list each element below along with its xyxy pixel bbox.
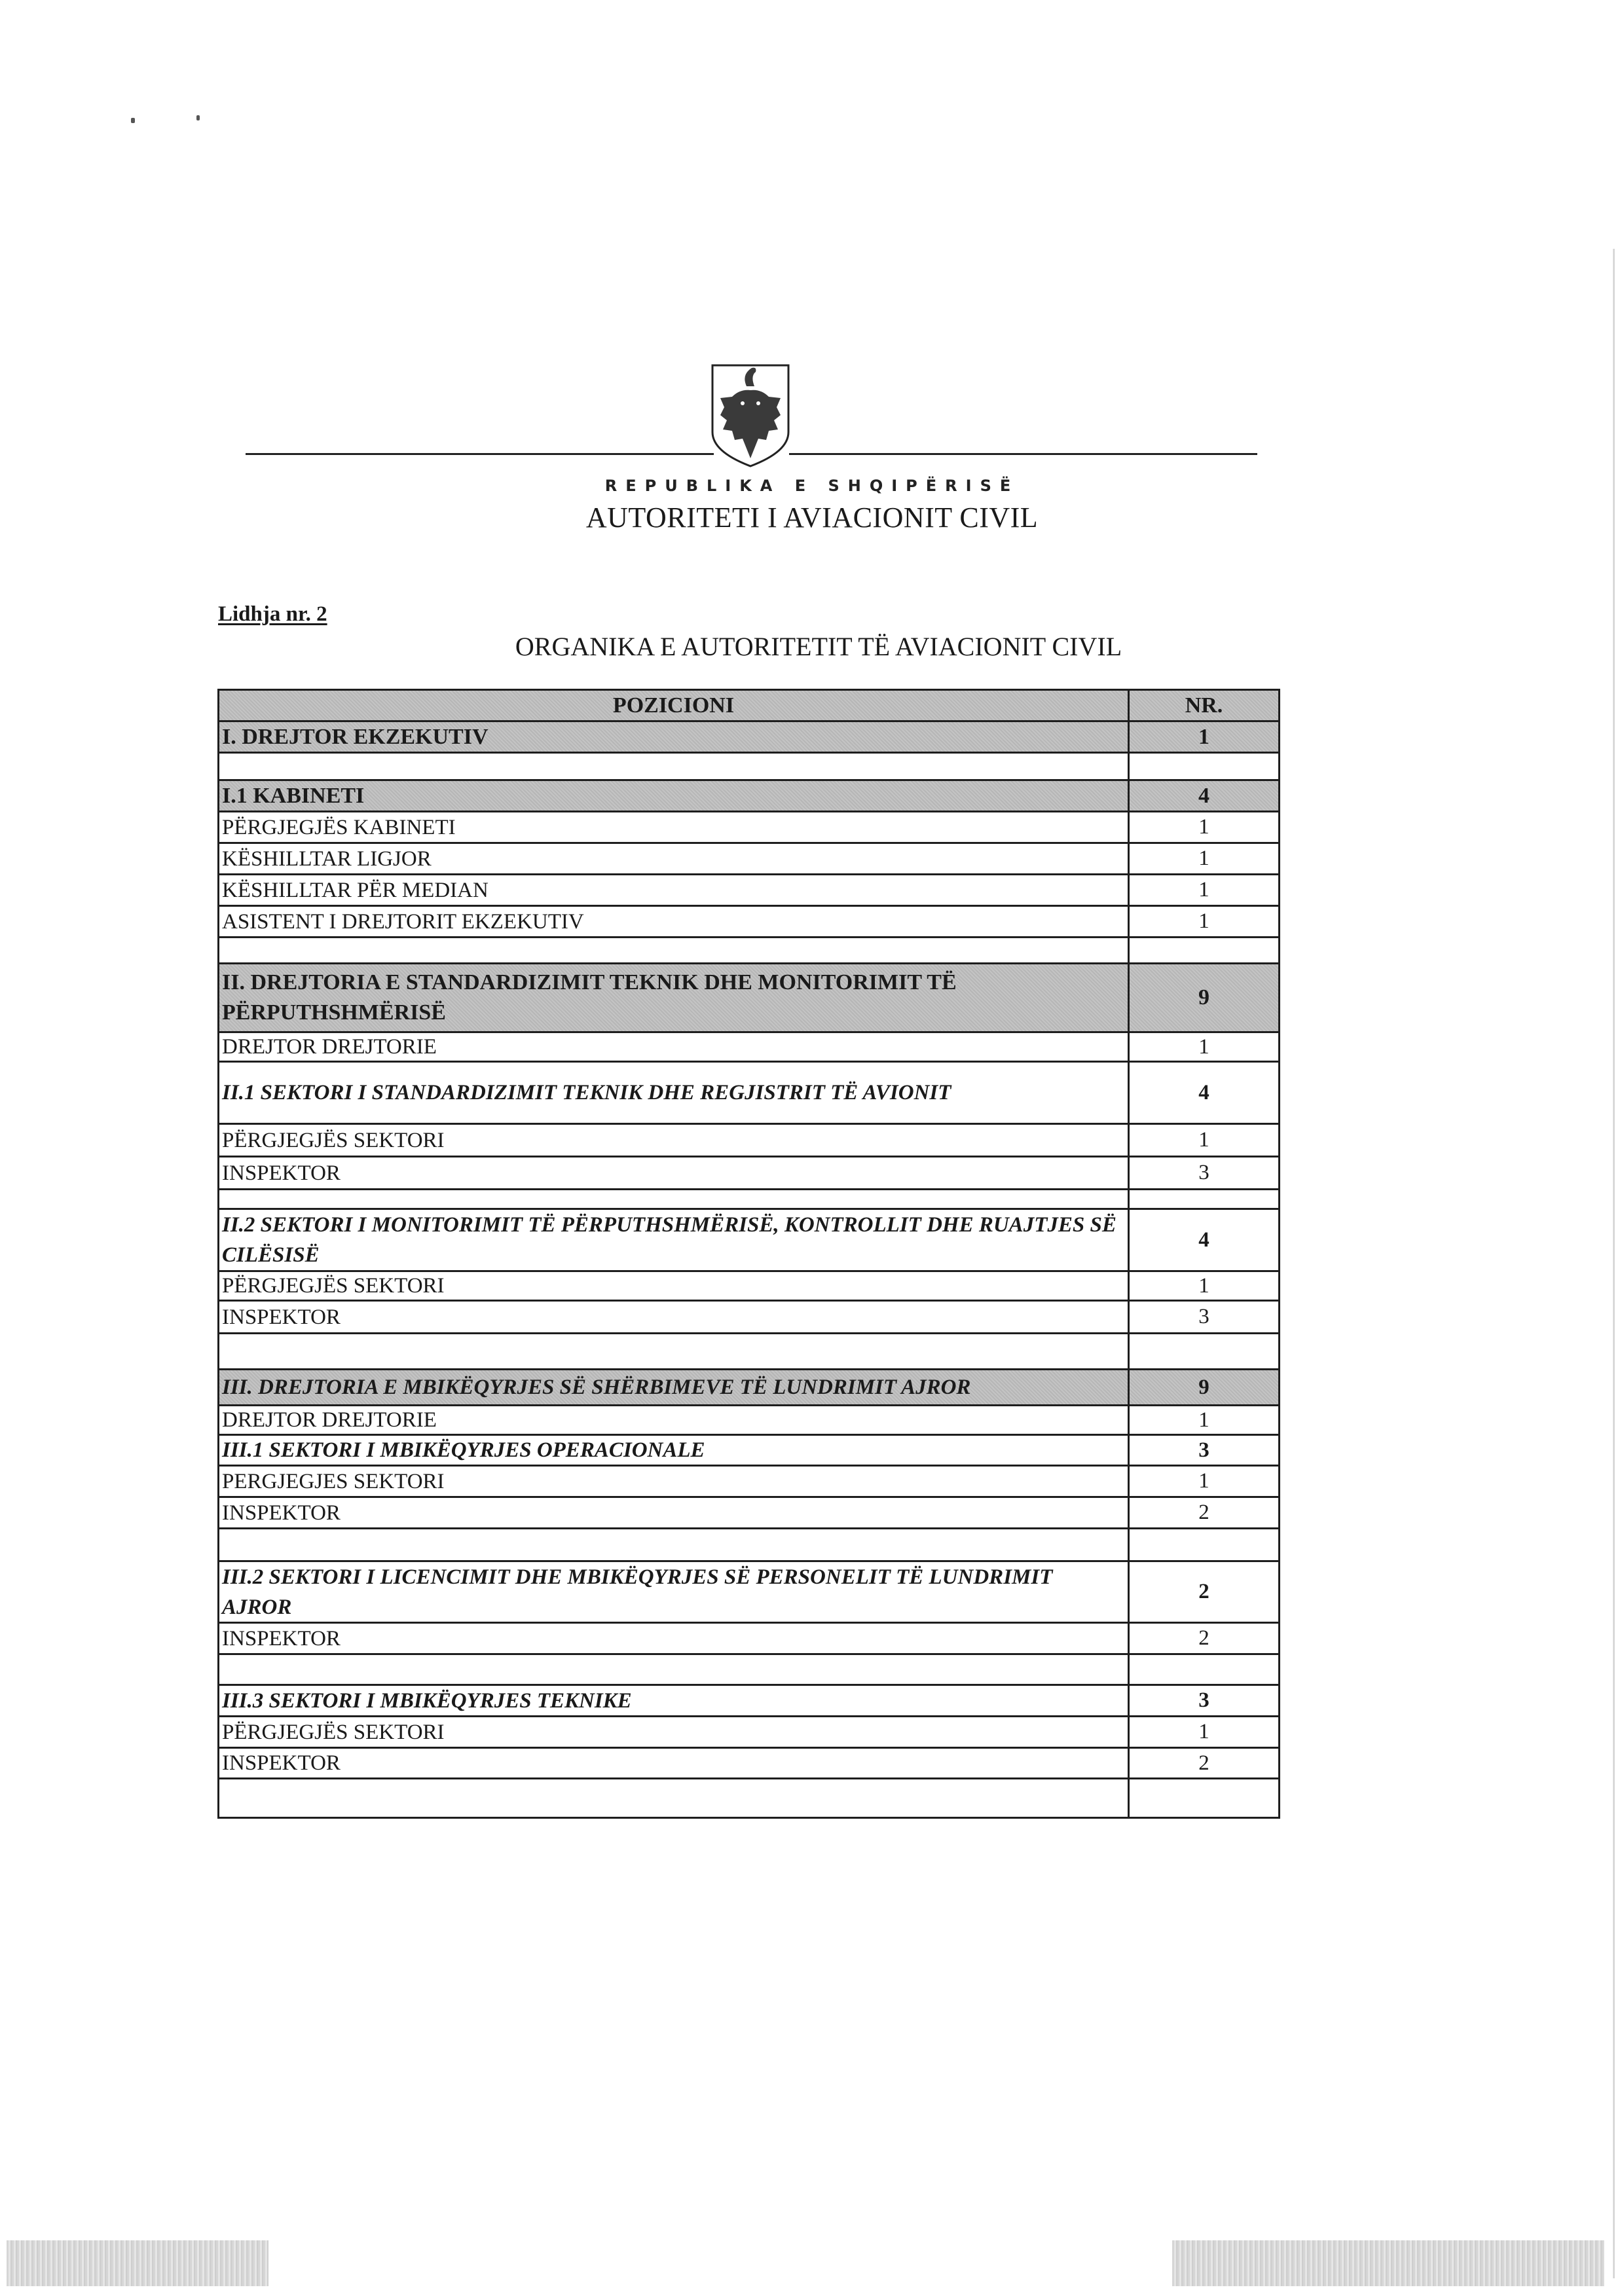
count-cell [1130, 1655, 1278, 1684]
position-cell: PERGJEGJES SEKTORI [219, 1467, 1130, 1496]
count-cell [1130, 1529, 1278, 1560]
scan-speck [131, 118, 135, 123]
count-cell: 1 [1198, 1469, 1209, 1493]
count-cell: 1 [1198, 1128, 1209, 1152]
position-cell: II.1 SEKTORI I STANDARDIZIMIT TEKNIK DHE REGJISTRIT TË AVIONIT [219, 1063, 1130, 1123]
count-cell: 1 [1198, 909, 1209, 933]
page-edge [1613, 249, 1615, 2278]
table-spacer-row [219, 1190, 1278, 1210]
coat-of-arms-icon [709, 360, 792, 468]
table-row [219, 1063, 1278, 1125]
count-cell: 4 [1198, 1080, 1209, 1104]
table-row [219, 812, 1278, 844]
table-spacer-row [219, 938, 1278, 964]
position-cell [219, 1190, 1130, 1208]
count-cell: 2 [1198, 1501, 1209, 1524]
count-cell: 1 [1198, 724, 1209, 749]
position-cell: INSPEKTOR [219, 1498, 1130, 1527]
count-cell: 9 [1198, 1375, 1209, 1399]
position-cell: II.2 SEKTORI I MONITORIMIT TË PËRPUTHSHMËRISË, KONTROLLIT DHE RUAJTJES SË CILËSISË [219, 1210, 1130, 1270]
position-cell [219, 1655, 1130, 1684]
republic-name: REPUBLIKA E SHQIPËRISË [604, 477, 1020, 495]
scan-noise-strip [1172, 2240, 1604, 2286]
column-header-count: NR. [1185, 693, 1223, 718]
position-cell [219, 1779, 1130, 1817]
position-cell: DREJTOR DREJTORIE [219, 1406, 1130, 1434]
table-spacer-row [219, 1334, 1278, 1370]
table-row [219, 1302, 1278, 1334]
table-row [219, 1562, 1278, 1624]
position-cell [219, 754, 1130, 779]
position-cell [219, 1334, 1130, 1368]
position-cell: III. DREJTORIA E MBIKËQYRJES SË SHËRBIMEVE TË LUNDRIMIT AJROR [219, 1370, 1130, 1404]
position-cell: INSPEKTOR [219, 1157, 1130, 1188]
count-cell: 1 [1198, 1720, 1209, 1743]
count-cell: 1 [1198, 1034, 1209, 1059]
position-cell: ASISTENT I DREJTORIT EKZEKUTIV [219, 907, 1130, 936]
count-cell: 3 [1198, 1688, 1209, 1712]
position-cell: INSPEKTOR [219, 1302, 1130, 1332]
scan-noise-strip [7, 2240, 268, 2286]
authority-name: AUTORITETI I AVIACIONIT CIVIL [585, 501, 1039, 534]
table-row [219, 1717, 1278, 1749]
position-cell [219, 1529, 1130, 1560]
table-row [219, 1749, 1278, 1779]
table-row [219, 1033, 1278, 1063]
position-cell: PËRGJEGJËS SEKTORI [219, 1125, 1130, 1156]
table-row [219, 1624, 1278, 1655]
position-cell: PËRGJEGJËS SEKTORI [219, 1717, 1130, 1747]
count-cell [1130, 1190, 1278, 1208]
count-cell: 3 [1198, 1438, 1209, 1462]
position-cell: PËRGJEGJËS SEKTORI [219, 1272, 1130, 1300]
table-header-row [219, 691, 1278, 722]
count-cell: 2 [1198, 1626, 1209, 1650]
count-cell [1130, 1779, 1278, 1817]
position-cell: I.1 KABINETI [219, 781, 1130, 811]
table-row [219, 907, 1278, 938]
position-cell: INSPEKTOR [219, 1624, 1130, 1653]
table-row [219, 1370, 1278, 1406]
count-cell [1130, 1334, 1278, 1368]
position-cell: II. DREJTORIA E STANDARDIZIMIT TEKNIK DHE MONITORIMIT TË PËRPUTHSHMËRISË [219, 964, 1130, 1031]
annex-label: Lidhja nr. 2 [218, 602, 327, 626]
table-spacer-row [219, 1655, 1278, 1686]
count-cell: 3 [1198, 1161, 1209, 1184]
count-cell: 2 [1198, 1751, 1209, 1775]
table-row [219, 1210, 1278, 1272]
table-spacer-row [219, 1779, 1278, 1817]
position-cell: III.2 SEKTORI I LICENCIMIT DHE MBIKËQYRJES SË PERSONELIT TË LUNDRIMIT AJROR [219, 1562, 1130, 1622]
position-cell [219, 938, 1130, 962]
count-cell: 1 [1198, 1408, 1209, 1432]
table-row [219, 1272, 1278, 1302]
table-row [219, 875, 1278, 907]
scan-speck [196, 115, 200, 120]
position-cell: DREJTOR DREJTORIE [219, 1033, 1130, 1061]
count-cell: 4 [1198, 783, 1209, 808]
organization-table [217, 689, 1280, 1819]
position-cell: I. DREJTOR EKZEKUTIV [219, 722, 1130, 752]
table-spacer-row [219, 1529, 1278, 1562]
position-cell: KËSHILLTAR LIGJOR [219, 844, 1130, 873]
column-header-position: POZICIONI [219, 691, 1130, 720]
count-cell [1130, 938, 1278, 962]
table-row [219, 1436, 1278, 1467]
count-cell: 1 [1198, 847, 1209, 870]
count-cell: 9 [1198, 985, 1209, 1010]
header-rule-left [246, 453, 714, 455]
position-cell: INSPEKTOR [219, 1749, 1130, 1777]
count-cell [1130, 754, 1278, 779]
count-cell: 3 [1198, 1305, 1209, 1328]
table-row [219, 781, 1278, 812]
header-rule-right [789, 453, 1257, 455]
position-cell: KËSHILLTAR PËR MEDIAN [219, 875, 1130, 905]
table-row [219, 844, 1278, 875]
count-cell: 2 [1198, 1580, 1209, 1603]
table-row [219, 1157, 1278, 1190]
table-row [219, 1406, 1278, 1436]
document-title: ORGANIKA E AUTORITETIT TË AVIACIONIT CIVIL [515, 632, 1122, 661]
table-row [219, 1498, 1278, 1529]
position-cell: III.1 SEKTORI I MBIKËQYRJES OPERACIONALE [219, 1436, 1130, 1465]
position-cell: III.3 SEKTORI I MBIKËQYRJES TEKNIKE [219, 1686, 1130, 1715]
table-row [219, 1467, 1278, 1498]
position-cell: PËRGJEGJËS KABINETI [219, 812, 1130, 842]
table-row [219, 1125, 1278, 1157]
table-row [219, 722, 1278, 754]
table-row [219, 1686, 1278, 1717]
count-cell: 1 [1198, 815, 1209, 839]
count-cell: 4 [1198, 1228, 1209, 1252]
count-cell: 1 [1198, 1273, 1209, 1298]
count-cell: 1 [1198, 878, 1209, 902]
table-row [219, 964, 1278, 1033]
table-spacer-row [219, 754, 1278, 781]
